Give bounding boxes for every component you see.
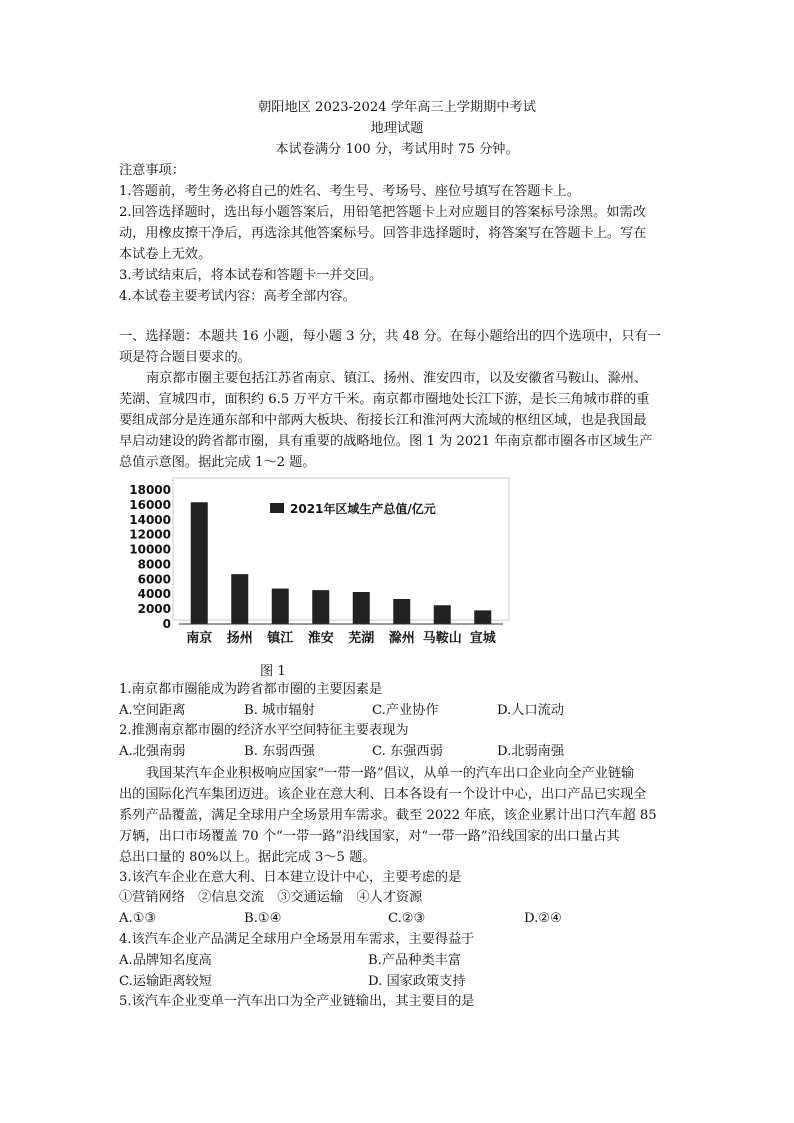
section-1-line-1: 一、选择题：本题共 16 小题，每小题 3 分，共 48 分。在每小题给出的四个选项中，只有一 (119, 329, 661, 344)
passage-1-line-3: 要组成部分是连通东部和中部两大板块、衔接长江和淮河两大流域的枢纽区域，也是我国最 (119, 413, 647, 428)
y-tick-label: 14000 (129, 512, 171, 527)
q4-option-d[interactable]: D. 国家政策支持 (368, 974, 466, 989)
bar (474, 610, 491, 624)
exam-title: 朝阳地区 2023-2024 学年高三上学期期中考试 (258, 100, 536, 115)
x-category-label: 淮安 (307, 631, 334, 646)
y-tick-label: 8000 (137, 557, 171, 572)
q3-option-c[interactable]: C.②③ (388, 911, 426, 926)
q3-option-a[interactable]: A.①③ (119, 911, 157, 926)
passage-2-line-3: 系列产品覆盖，满足全球用户全场景用车需求。截至 2022 年底，该企业累计出口汽车超 85 (119, 808, 657, 823)
q1-option-b[interactable]: B. 城市辐射 (244, 703, 315, 718)
q2-option-c[interactable]: C. 东强西弱 (372, 744, 443, 759)
q2-option-a[interactable]: A.北强南弱 (119, 744, 186, 759)
bar (434, 605, 451, 624)
q1-option-a[interactable]: A.空间距离 (119, 703, 186, 718)
y-tick-label: 4000 (137, 587, 171, 602)
passage-1-line-2: 芜湖、宣城四市，面积约 6.5 万平方千米。南京都市圈地处长江下游，是长三角城市群的重 (119, 392, 650, 407)
x-category-label: 镇江 (267, 631, 294, 646)
y-tick-label: 6000 (137, 572, 171, 587)
q3-option-d[interactable]: D.②④ (524, 911, 562, 926)
section-1-line-2: 项是符合题目要求的。 (119, 350, 251, 365)
q3-stem: 3.该汽车企业在意大利、日本建立设计中心，主要考虑的是 (119, 870, 462, 885)
passage-1-line-1: 南京都市圈主要包括江苏省南京、镇江、扬州、淮安四市，以及安徽省马鞍山、滁州、 (146, 371, 648, 386)
exam-subject: 地理试题 (370, 121, 424, 136)
y-tick-label: 16000 (129, 497, 171, 512)
bar (272, 589, 289, 624)
x-category-label: 宣城 (469, 631, 496, 646)
q5-stem: 5.该汽车企业变单一汽车出口为全产业链输出，其主要目的是 (119, 994, 475, 1009)
note-2-line-3: 本试卷上无效。 (119, 247, 212, 262)
q1-option-d[interactable]: D.人口流动 (497, 703, 565, 718)
x-category-label: 芜湖 (348, 631, 375, 646)
q4-option-b[interactable]: B.产品种类丰富 (368, 953, 462, 968)
q3-option-b[interactable]: B.①④ (244, 911, 282, 926)
x-category-label: 马鞍山 (422, 631, 462, 646)
y-ticks-group (129, 483, 171, 631)
exam-info: 本试卷满分 100 分，考试用时 75 分钟。 (275, 142, 519, 157)
passage-2-line-2: 出的国际化汽车集团迈进。该企业在意大利、日本各设有一个设计中心，出口产品已实现全 (119, 787, 647, 802)
legend-swatch (270, 503, 284, 513)
x-labels-group (186, 630, 497, 646)
q4-stem: 4.该汽车企业产品满足全球用户全场景用车需求，主要得益于 (119, 932, 475, 947)
x-category-label: 南京 (186, 631, 213, 646)
passage-2-line-4: 万辆，出口市场覆盖 70 个“一带一路”沿线国家，对“一带一路”沿线国家的出口量占其 (119, 829, 620, 844)
bar (312, 590, 329, 624)
y-tick-label: 0 (162, 617, 171, 631)
q2-stem: 2.推测南京都市圈的经济水平空间特征主要表现为 (119, 723, 409, 738)
note-1: 1.答题前，考生务必将自己的姓名、考生号、考场号、座位号填写在答题卡上。 (119, 184, 580, 199)
y-tick-label: 12000 (129, 527, 171, 542)
y-tick-label: 10000 (129, 542, 171, 557)
note-2-line-1: 2.回答选择题时，选出每小题答案后，用铅笔把答题卡上对应题目的答案标号涂黑。如需改 (119, 205, 646, 220)
note-4: 4.本试卷主要考试内容：高考全部内容。 (119, 289, 356, 304)
y-tick-label: 2000 (137, 602, 171, 617)
bar (231, 574, 248, 624)
gdp-bar-chart (119, 476, 511, 648)
note-2-line-2: 动，用橡皮擦干净后，再选涂其他答案标号。回答非选择题时，将答案写在答题卡上。写在 (119, 226, 647, 241)
passage-2-line-1: 我国某汽车企业积极响应国家“一带一路”倡议，从单一的汽车出口企业向全产业链输 (146, 766, 635, 781)
q4-option-c[interactable]: C.运输距离较短 (119, 974, 212, 989)
bar (191, 502, 208, 624)
passage-2-line-5: 总出口量的 80%以上。据此完成 3～5 题。 (119, 850, 376, 865)
chart-plot-border (173, 478, 509, 620)
x-category-label: 扬州 (226, 631, 253, 646)
bar (353, 592, 370, 624)
notes-heading: 注意事项： (119, 163, 185, 178)
q3-items: ①营销网络 ②信息交流 ③交通运输 ④人才资源 (119, 890, 423, 905)
bar (393, 599, 410, 624)
q2-option-b[interactable]: B. 东弱西强 (244, 744, 315, 759)
q2-option-d[interactable]: D.北弱南强 (497, 744, 565, 759)
passage-1-line-4: 早启动建设的跨省都市圈，具有重要的战略地位。图 1 为 2021 年南京都市圈各市区域生产 (119, 434, 653, 449)
q1-stem: 1.南京都市圈能成为跨省都市圈的主要因素是 (119, 682, 383, 697)
chart-svg (119, 476, 511, 648)
q1-option-c[interactable]: C.产业协作 (372, 703, 439, 718)
passage-1-line-5: 总值示意图。据此完成 1～2 题。 (119, 455, 316, 470)
q4-option-a[interactable]: A.品牌知名度高 (119, 953, 212, 968)
legend-label: 2021年区域生产总值/亿元 (290, 502, 436, 516)
figure-1-caption: 图 1 (260, 664, 286, 679)
y-tick-label: 18000 (129, 483, 171, 497)
x-category-label: 滁州 (388, 631, 415, 646)
note-3: 3.考试结束后，将本试卷和答题卡一并交回。 (119, 268, 383, 283)
